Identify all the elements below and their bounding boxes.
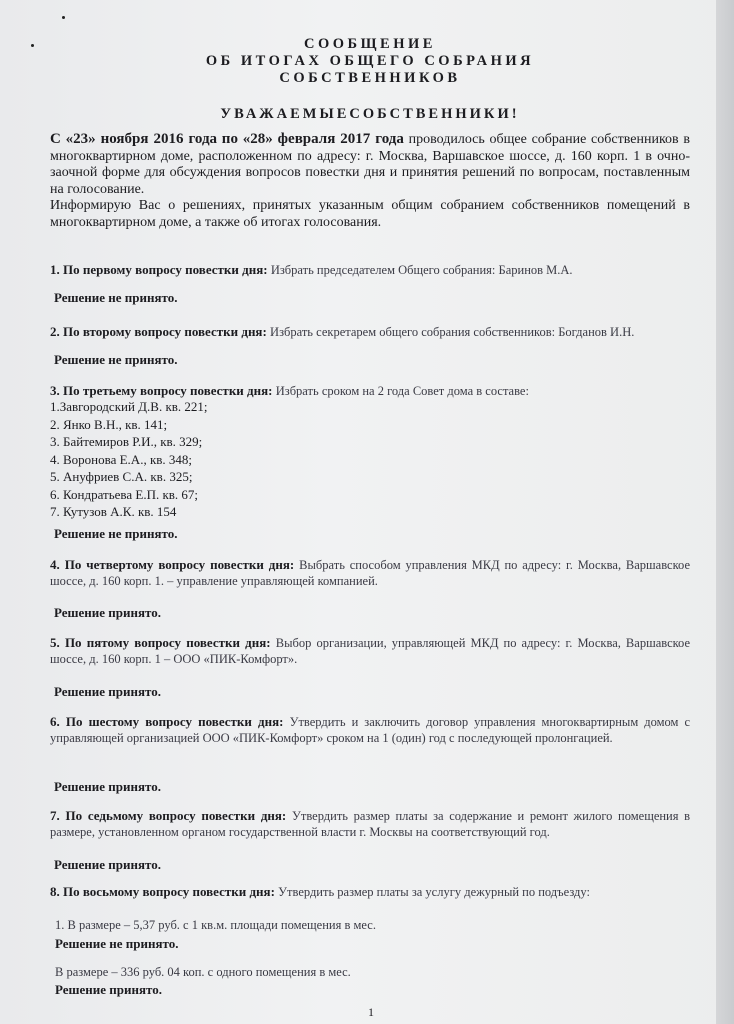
agenda-item-5 bbox=[50, 635, 690, 667]
list-item: 1.Завгородский Д.В. кв. 221; bbox=[50, 399, 208, 414]
vote-option-2: В размере – 336 руб. 04 коп. с одного помещения в мес. bbox=[55, 965, 351, 979]
list-item: 7. Кутузов А.К. кв. 154 bbox=[50, 504, 177, 519]
document-title-line-2: ОБ ИТОГАХ ОБЩЕГО СОБРАНИЯ bbox=[205, 53, 535, 69]
list-item: 2. Янко В.Н., кв. 141; bbox=[50, 416, 168, 432]
document-title-line-3: СОБСТВЕННИКОВ bbox=[279, 70, 461, 86]
decision: Решение принято. bbox=[54, 779, 161, 794]
speck bbox=[62, 16, 65, 19]
list-item: 3. Байтемиров Р.И., кв. 329; bbox=[50, 434, 203, 449]
agenda-question: 5. По пятому вопросу повестки дня: bbox=[50, 635, 271, 650]
decision: Решение принято. bbox=[54, 684, 161, 699]
decision: Решение принято. bbox=[54, 605, 161, 620]
agenda-answer: Избрать секретарем общего собрания собственников: Богданов И.Н. bbox=[270, 325, 635, 339]
agenda-answer: Утвердить и заключить договор управления многоквартирным домом с управляющей организацией ООО «ПИК-Комфорт» сроком на 1 (один) год с последующей пролонгацией. bbox=[50, 715, 691, 745]
decision: Решение не принято. bbox=[54, 290, 178, 305]
agenda-item-7 bbox=[50, 808, 690, 840]
council-members-list bbox=[50, 398, 208, 521]
agenda-answer: Утвердить размер платы за содержание и ремонт жилого помещения в размере, установленном органом государственной власти г. Москвы на соответствующий год. bbox=[50, 809, 691, 839]
paper-edge-shadow bbox=[716, 0, 734, 1024]
agenda-item-8 bbox=[50, 884, 690, 900]
intro-paragraph bbox=[50, 131, 690, 231]
list-item: 5. Ануфриев С.А. кв. 325; bbox=[50, 469, 193, 484]
agenda-question: 6. По шестому вопросу повестки дня: bbox=[50, 714, 284, 729]
page-number: 1 bbox=[368, 1005, 374, 1019]
intro-text-2: Информирую Вас о решениях, принятых указанным общим собранием собственников помещений в многоквартирном доме, а также об итогах голосования. bbox=[50, 198, 690, 230]
decision: Решение принято. bbox=[55, 982, 162, 997]
agenda-question: 7. По седьмому вопросу повестки дня: bbox=[50, 808, 287, 823]
greeting: УВАЖАЕМЫЕСОБСТВЕННИКИ! bbox=[220, 106, 520, 122]
agenda-item-3 bbox=[50, 383, 690, 399]
decision: Решение не принято. bbox=[54, 352, 178, 367]
intro-text-1: проводилось общее собрание собственников в многоквартирном доме, расположенном по адресу: г. Москва, Варшавское шоссе, д. 160 корп. 1 в очно-заочной форме для обсуждения вопросов повестки дня и принятия решений по вопросам, поставленным на голосование. bbox=[50, 132, 690, 197]
decision: Решение принято. bbox=[54, 857, 161, 872]
list-item: 6. Кондратьева Е.П. кв. 67; bbox=[50, 486, 199, 502]
decision: Решение не принято. bbox=[55, 936, 179, 951]
speck bbox=[31, 44, 34, 47]
agenda-item-2 bbox=[50, 324, 690, 340]
agenda-question: 8. По восьмому вопросу повестки дня: bbox=[50, 884, 275, 899]
agenda-answer: Избрать сроком на 2 года Совет дома в составе: bbox=[275, 384, 529, 398]
agenda-item-1 bbox=[50, 262, 690, 278]
agenda-question: 1. По первому вопросу повестки дня: bbox=[50, 262, 268, 277]
agenda-answer: Утвердить размер платы за услугу дежурный по подъезду: bbox=[278, 885, 590, 899]
agenda-item-6 bbox=[50, 714, 690, 746]
intro-date-from: «23» ноября 2016 года bbox=[65, 131, 218, 147]
agenda-answer: Избрать председателем Общего собрания: Баринов М.А. bbox=[270, 263, 573, 277]
intro-date-to: «28» февраля 2017 года bbox=[242, 131, 404, 147]
agenda-question: 2. По второму вопросу повестки дня: bbox=[50, 324, 267, 339]
agenda-item-4 bbox=[50, 557, 690, 589]
intro-c: С bbox=[50, 131, 61, 147]
document-title-line-1: СООБЩЕНИЕ bbox=[304, 36, 436, 52]
intro-po: по bbox=[221, 131, 238, 147]
agenda-answer: Выбор организации, управляющей МКД по адресу: г. Москва, Варшавское шоссе, д. 160 корп. 1 – ООО «ПИК-Комфорт». bbox=[50, 636, 691, 666]
agenda-question: 3. По третьему вопросу повестки дня: bbox=[50, 383, 273, 398]
vote-option-1: 1. В размере – 5,37 руб. с 1 кв.м. площади помещения в мес. bbox=[55, 918, 376, 932]
agenda-answer: Выбрать способом управления МКД по адресу: г. Москва, Варшавское шоссе, д. 160 корп. 1. – управление управляющей компанией. bbox=[50, 558, 690, 588]
list-item: 4. Воронова Е.А., кв. 348; bbox=[50, 451, 193, 467]
decision: Решение не принято. bbox=[54, 526, 178, 541]
agenda-question: 4. По четвертому вопросу повестки дня: bbox=[50, 557, 295, 572]
